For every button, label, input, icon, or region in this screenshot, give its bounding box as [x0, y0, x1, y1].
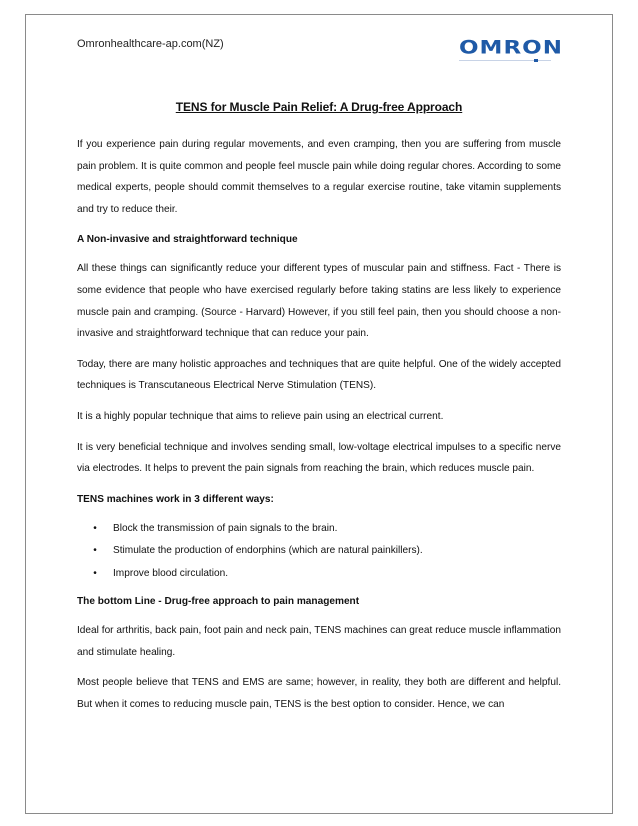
paragraph-tens-vs-ems: Most people believe that TENS and EMS are same; however, in reality, they both are different and helpful. But when it comes to reducing muscle pain, TENS is the best option to consider. Hence, we can	[77, 677, 561, 710]
paragraph-statins: All these things can significantly reduce your different types of muscular pain and stiffness. Fact - There is some evidence that people who have exercised regularly before taking statins are less likely to experience muscle pain and cramping. (Source - Harvard) However, if you still feel pain, then you should choose a non-invasive and straightforward technique that can reduce your pain.	[77, 263, 561, 340]
omron-logo: OMRON	[459, 37, 563, 59]
section-heading-technique: A Non-invasive and straightforward technique	[77, 234, 298, 246]
bullet-icon: •	[93, 567, 97, 579]
list-item	[77, 518, 561, 541]
paragraph-electrical-current: It is a highly popular technique that aims to relieve pain using an electrical current.	[77, 410, 444, 422]
bullet-icon: •	[93, 522, 97, 534]
ways-list	[77, 518, 561, 586]
list-item	[77, 563, 561, 586]
paragraph-arthritis: Ideal for arthritis, back pain, foot pain and neck pain, TENS machines can great reduce muscle inflammation and stimulate healing.	[77, 625, 561, 658]
logo-dot	[534, 59, 538, 62]
bullet-icon: •	[93, 545, 97, 557]
list-item-text: Stimulate the production of endorphins (which are natural painkillers).	[113, 545, 423, 557]
paragraph-holistic: Today, there are many holistic approaches and techniques that are quite helpful. One of the widely accepted techniques is Transcutaneous Electrical Nerve Stimulation (TENS).	[77, 358, 561, 392]
list-item	[77, 540, 561, 563]
intro-paragraph: If you experience pain during regular movements, and even cramping, then you are suffering from muscle pain problem. It is quite common and people feel muscle pain while doing regular chores. According to some medical experts, people should commit themselves to a regular exercise routine, take vitamin supplements and try to reduce their.	[77, 139, 561, 215]
section-heading-bottom-line: The bottom Line - Drug-free approach to pain management	[77, 596, 360, 608]
document-title: TENS for Muscle Pain Relief: A Drug-free Approach	[175, 100, 463, 114]
header-site-name: Omronhealthcare-ap.com(NZ)	[77, 38, 224, 50]
list-item-text: Block the transmission of pain signals to the brain.	[113, 522, 338, 534]
section-heading-ways: TENS machines work in 3 different ways:	[77, 493, 274, 505]
list-item-text: Improve blood circulation.	[113, 567, 229, 579]
document-body	[77, 100, 561, 725]
paragraph-impulses: It is very beneficial technique and involves sending small, low-voltage electrical impulses to a specific nerve via electrodes. It helps to prevent the pain signals from reaching the brain, which reduces muscle pain.	[77, 441, 561, 475]
